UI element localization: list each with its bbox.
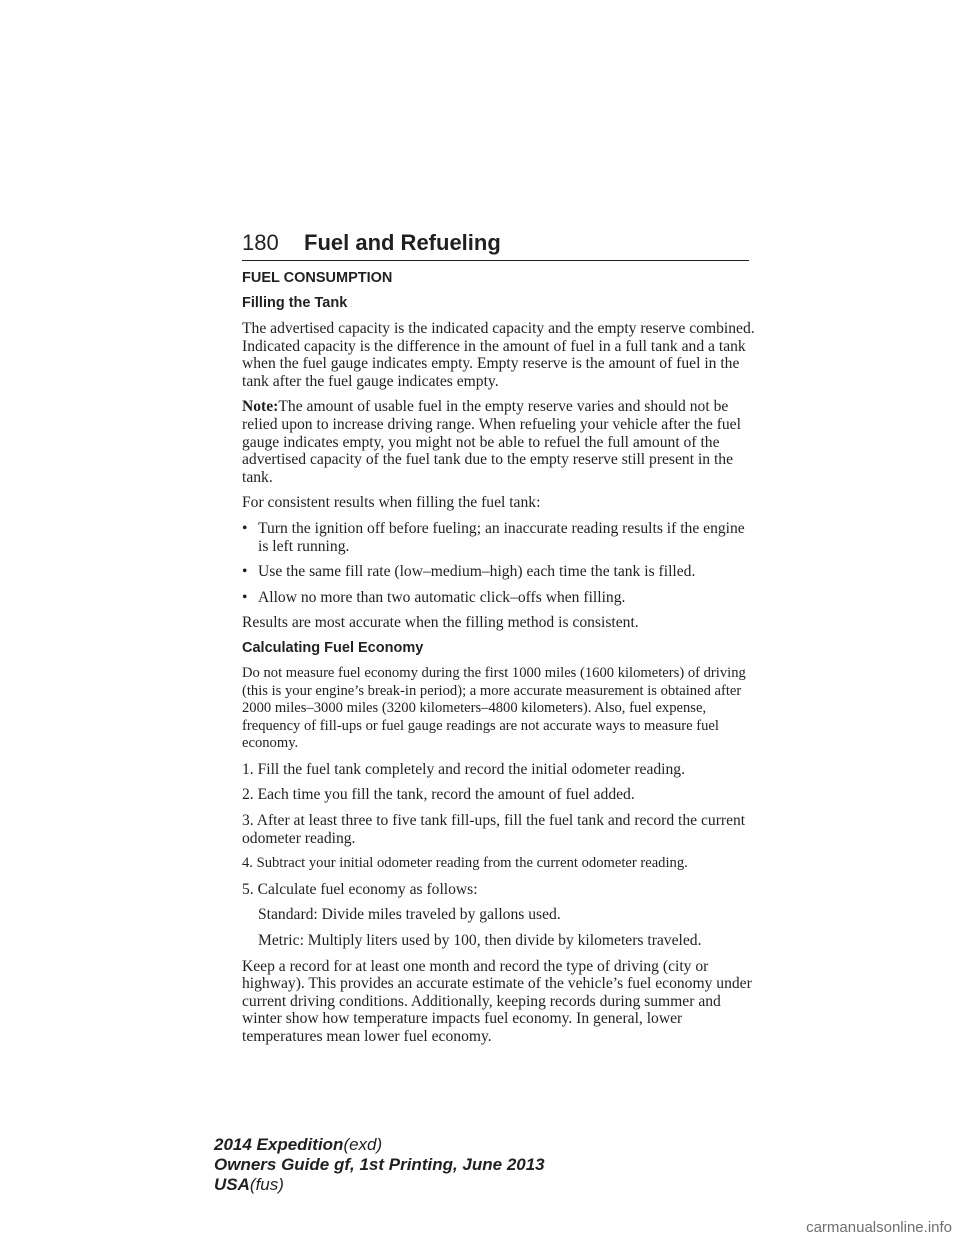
filling-intro: For consistent results when filling the fuel tank: <box>242 494 541 512</box>
step-3: 3. After at least three to five tank fill-ups, fill the fuel tank and record the current odometer reading. <box>242 812 746 847</box>
record-paragraph: Keep a record for at least one month and record the type of driving (city or highway). This provides an accurate estimate of the vehicle’s fuel economy under current driving conditions. Additionally, keeping records during summer and winter show how temperature impacts fuel economy. In general, lower temperatures mean lower fuel economy. <box>242 957 752 1045</box>
section-title: Fuel and Refueling <box>304 230 501 255</box>
calculating-paragraph: Do not measure fuel economy during the first 1000 miles (1600 kilometers) of driving (this is your engine’s break-in period); a more accurate measurement is obtained after 2000 miles–3000 miles (3200 kilometers–4800 kilometers). Also, fuel expense, frequency of fill-ups or fuel gauge readings are not accurate ways to measure fuel economy. <box>242 664 746 752</box>
page-header <box>242 230 749 261</box>
footer-market-code: (fus) <box>249 1175 284 1194</box>
filling-paragraph: The advertised capacity is the indicated capacity and the empty reserve combined. Indicated capacity is the difference in the amount of fuel in a full tank and a tank when the fuel gauge indicates empty. Empty reserve is the amount of fuel in the tank after the fuel gauge indicates empty. <box>242 320 755 390</box>
bullet-icon: • <box>242 588 248 606</box>
step-5: 5. Calculate fuel economy as follows: <box>242 880 478 898</box>
document-footer <box>214 1135 545 1195</box>
footer-model-code: (exd) <box>343 1135 383 1154</box>
standard-formula: Standard: Divide miles traveled by gallons used. <box>258 906 561 924</box>
list-item <box>242 563 757 581</box>
list-item <box>242 520 757 555</box>
list-item <box>242 589 757 607</box>
filling-outro: Results are most accurate when the filling method is consistent. <box>242 614 639 632</box>
step-2: 2. Each time you fill the tank, record the amount of fuel added. <box>242 786 635 804</box>
bullet-icon: • <box>242 519 248 537</box>
bullet-text: Allow no more than two automatic click–offs when filling. <box>258 588 626 606</box>
footer-line-2: Owners Guide gf, 1st Printing, June 2013 <box>214 1155 545 1174</box>
bullet-icon: • <box>242 563 248 581</box>
main-heading: FUEL CONSUMPTION <box>242 270 393 286</box>
page-number: 180 <box>242 230 279 255</box>
filling-subheading: Filling the Tank <box>242 295 348 311</box>
watermark: carmanualsonline.info <box>806 1219 952 1236</box>
note-label: Note: <box>242 398 279 416</box>
bullet-text: Turn the ignition off before fueling; an inaccurate reading results if the engine is left running. <box>258 519 745 555</box>
calculating-subheading: Calculating Fuel Economy <box>242 639 424 656</box>
step-1: 1. Fill the fuel tank completely and record the initial odometer reading. <box>242 760 685 778</box>
note-paragraph <box>242 398 757 486</box>
metric-formula: Metric: Multiply liters used by 100, then divide by kilometers traveled. <box>258 932 702 950</box>
bullet-text: Use the same fill rate (low–medium–high) each time the tank is filled. <box>258 563 696 581</box>
page-content <box>242 270 757 1054</box>
note-text: The amount of usable fuel in the empty reserve varies and should not be relied upon to increase driving range. When refueling your vehicle after the fuel gauge indicates empty, you might not be able to refuel the full amount of the advertised capacity of the fuel tank due to the empty reserve still present in the tank. <box>242 398 741 486</box>
footer-market: USA <box>214 1175 250 1194</box>
footer-line-3 <box>214 1175 545 1195</box>
step-4: 4. Subtract your initial odometer reading from the current odometer reading. <box>242 855 688 872</box>
filling-bullet-list <box>242 520 757 606</box>
footer-model: 2014 Expedition <box>214 1135 344 1154</box>
footer-line-1 <box>214 1135 545 1155</box>
